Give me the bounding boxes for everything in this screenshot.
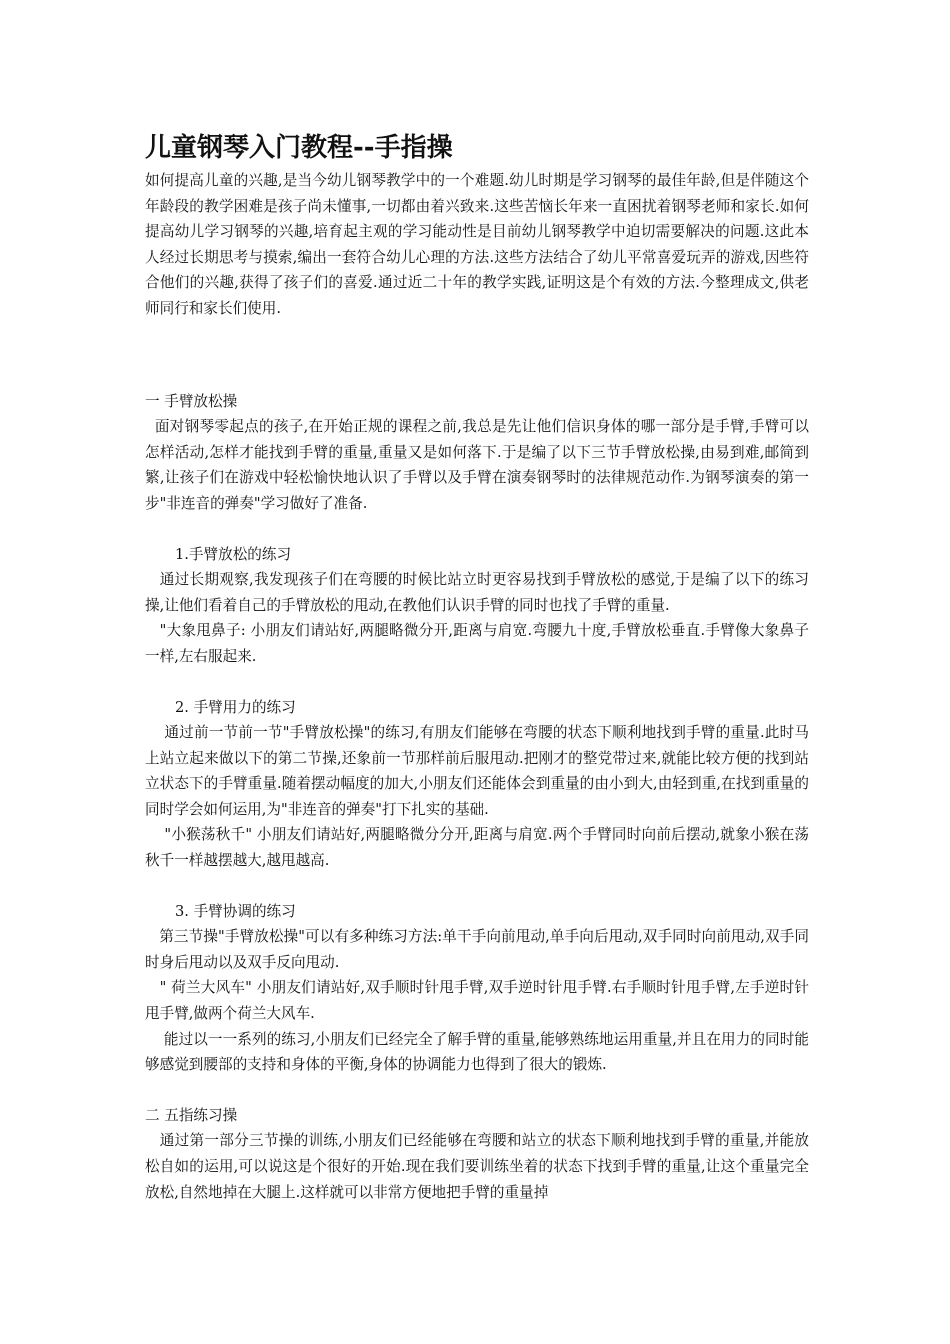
section2-heading: 二 五指练习操 (145, 1106, 238, 1124)
exercise2-paragraph: 通过前一节前一节"手臂放松操"的练习,有朋友们能够在弯腰的状态下顺利地找到手臂的重量.此时马上站立起来做以下的第二节操,还象前一节那样前后服甩动.把刚才的整党带过来,就能比较方便的找到站立状态下的手臂重量.随着摆动幅度的加大,小朋友们还能体会到重量的由小到大,由轻到重,在找到重量的同时学会如何运用,为"非连音的弹奏"打下扎实的基础. (145, 724, 809, 818)
section1-heading: 一 手臂放松操 (145, 392, 238, 410)
exercise3-heading: 3. 手臂协调的练习 (175, 902, 296, 920)
exercise2-game: "小猴荡秋千" 小朋友们请站好,两腿略微分分开,距离与肩宽.两个手臂同时向前后摆动,就象小猴在荡秋千一样越摆越大,越甩越高. (145, 826, 810, 870)
section1-intro: 面对钢琴零起点的孩子,在开始正规的课程之前,我总是先让他们信识身体的哪一部分是手臂,手臂可以怎样活动,怎样才能找到手臂的重量,重量又是如何落下.于是编了以下三节手臂放松操,由易到难,邮简到繁,让孩子们在游戏中轻松愉快地认识了手臂以及手臂在演奏钢琴时的法律规范动作.为钢琴演奏的第一步"非连音的弹奏"学习做好了准备. (145, 418, 809, 512)
document-title: 儿童钢琴入门教程--手指操 (145, 133, 453, 163)
exercise1-heading: 1.手臂放松的练习 (175, 545, 292, 563)
document-page (145, 128, 809, 1205)
exercise3-game: " 荷兰大风车" 小朋友们请站好,双手顺时针甩手臂,双手逆时针甩手臂.右手顺时针甩手臂,左手逆时针甩手臂,做两个荷兰大风车. (145, 979, 809, 1023)
exercise3-summary: 能过以一一系列的练习,小朋友们已经完全了解手臂的重量,能够熟练地运用重量,并且在用力的同时能够感觉到腰部的支持和身体的平衡,身体的协调能力也得到了很大的锻炼. (145, 1030, 810, 1074)
section2-intro: 通过第一部分三节操的训练,小朋友们已经能够在弯腰和站立的状态下顺利地找到手臂的重量,并能放松自如的运用,可以说这是个很好的开始.现在我们要训练坐着的状态下找到手臂的重量,让这个重量完全放松,自然地掉在大腿上.这样就可以非常方便地把手臂的重量掉 (145, 1132, 809, 1201)
exercise2-heading: 2. 手臂用力的练习 (175, 698, 296, 716)
intro-paragraph: 如何提高儿童的兴趣,是当今幼儿钢琴教学中的一个难题.幼儿时期是学习钢琴的最佳年龄,但是伴随这个年龄段的教学困难是孩子尚未懂事,一切都由着兴致来.这些苦恼长年来一直困扰着钢琴老师和家长.如何提高幼儿学习钢琴的兴趣,培育起主观的学习能动性是目前幼儿钢琴教学中迫切需要解决的问题.这此本人经过长期思考与摸索,编出一套符合幼儿心理的方法.这些方法结合了幼儿平常喜爱玩弄的游戏,因些符合他们的兴趣,获得了孩子们的喜爱.通过近二十年的教学实践,证明这是个有效的方法.今整理成文,供老师同行和家长们使用. (145, 172, 809, 317)
exercise1-game: "大象甩鼻子: 小朋友们请站好,两腿略微分开,距离与肩宽.弯腰九十度,手臂放松垂直.手臂像大象鼻子一样,左右服起来. (145, 622, 809, 665)
exercise3-paragraph: 第三节操"手臂放松操"可以有多种练习方法:单干手向前甩动,单手向后甩动,双手同时向前甩动,双手同时身后甩动以及双手反向甩动. (145, 928, 810, 971)
exercise1-paragraph: 通过长期观察,我发现孩子们在弯腰的时候比站立时更容易找到手臂放松的感觉,于是编了以下的练习操,让他们看着自己的手臂放松的甩动,在教他们认识手臂的同时也找了手臂的重量. (145, 571, 809, 614)
